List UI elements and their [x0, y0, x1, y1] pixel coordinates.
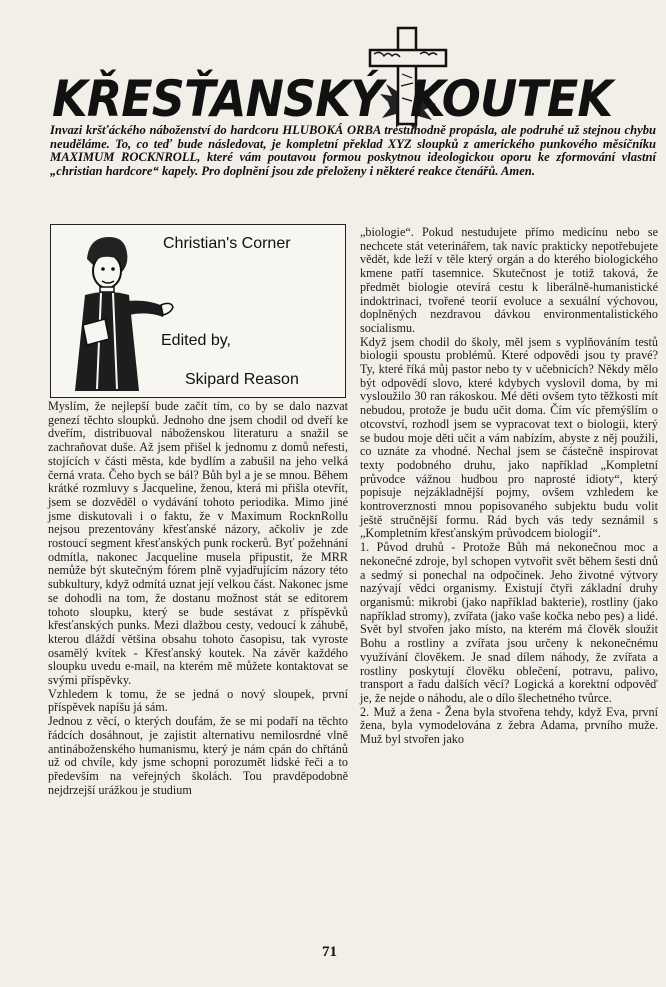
left-column [48, 400, 348, 797]
page-number: 71 [322, 944, 337, 960]
masthead-title-right: KOUTEK [410, 70, 613, 128]
paragraph: 1. Původ druhů - Protože Bůh má nekonečnou moc a nekonečné zdroje, byl schopen vytvořit svět během šesti dnů a sedmý si ponechal na odpočinek. Jeho životné výtvory nazývají vědci organismy. Existují čtyři základní druhy organismů: mikrobi (jako například bakterie), rostliny (jako například stromy), zvířata (jako vaše kočka nebo pes) a lidé. Svět byl stvořen jako místo, na kterém má člověk sloužit Bohu a rostliny a zvířata jsou určeny k nekonečnému využívání člověkem. Je snad dílem náhody, že zvířata a rostliny poskytují člověku oblečení, potravu, palivo, transport a řadu dalších věcí? Logická a korektní odpověď je, že nejde o náhodu, ale o dílo šlechetného tvůrce. [360, 540, 658, 705]
right-column [360, 226, 658, 747]
intro-paragraph: Invazi kršťáckého náboženství do hardcoru HLUBOKÁ ORBA trestuhodně propásla, ale podruhé už stejnou chybu neuděláme. To, co teď bude následovat, je kompletní překlad XYZ sloupků z amerického punkového měsíčníku MAXIMUM ROCKNROLL, které vám poutavou formou poskytnou ideologickou oporu ke zformování vlastní „christian hardcore“ kapely. Pro doplnění jsou zde přeloženy i některé reakce čtenářů. Amen. [50, 123, 656, 178]
masthead [38, 20, 638, 138]
cartoon-editor-name: Skipard Reason [185, 371, 299, 388]
paragraph: Myslím, že nejlepší bude začít tím, co by se dalo nazvat genezí těchto sloupků. Jednoho dne jsem chodil od dveří ke dveřím, distribuoval náboženskou literaturu a snažil se zachraňovat duše. Až jsem přišel k jednomu z domů neřesti, stojících v části města, kde bydlím a zabušil na jeho velká černá vrata. Čeho bych se bál? Bůh byl a je se mnou. Během krátké rozmluvy s Jacqueline, ženou, která mi přišla otevřít, jsem se dozvěděl o vydávání tohoto periodika. Mimo jiné jsme diskutovali i o faktu, že v Maximum RocknRollu nejsou prezentovány křesťanské názory, ačkoliv je zde rostoucí segment křesťanských punk rockerů. Byť požehnání odmítla, nakonec Jacqueline musela připustit, že MRR nemůže být skutečným fórem plně vyjadřujícím názory této subkultury, když odmítá uznat její velkou část. Nakonec jsme se dohodli na tom, že dostanu možnost stát se editorem tohoto sloupku, který se bude sestávat z příspěvků křesťanských punks. Mezi dlažbou cesty, vedoucí k záhubě, kterou dláždí většina obsahu tohoto časopisu, tak vyroste osamělý kvítek - Křesťanský koutek. Na závěr každého sloupku uvedu e-mail, na kterém mě můžete kontaktovat se svými příspěvky. [48, 399, 348, 688]
cartoon-box [50, 224, 346, 398]
paragraph: Vzhledem k tomu, že se jedná o nový sloupek, první příspěvek napíšu já sám. [48, 686, 348, 715]
masthead-title-left: KŘESŤANSKÝ [52, 70, 383, 128]
paragraph: Když jsem chodil do školy, měl jsem s vyplňováním testů biologii spoustu problémů. Které odpovědi jsou ty pravé? Ty, které říká můj pastor nebo ty v učebnicích? Někdy mělo být odpovědí slovo, které kdybych vyslovil doma, by mi vysloužilo 30 ran rákoskou. Mé děti ovšem tyto těžkosti mít nebudou, protože je budu učit doma. Čím víc přemýšlím o otcovství, rozhodl jsem se vypracovat text o biologii, který se budou moje děti učit a vám nabízím, abyste z něj použili, co uznáte za vhodné. Nechal jsem se částečně inspirovat texty podobného druhu, jako například „Kompletní průvodce vážnou hudbou pro naprosté idioty“, který popisuje nejzákladnější pojmy, ovšem vzhledem ke kontroverznosti mnou popisovaného subjektu budu volit ještě stručnější formu. Rád bych vás tedy seznámil s „Kompletním křesťanským průvodcem biologií“. [360, 334, 658, 541]
cartoon-title: Christian's Corner [163, 235, 291, 252]
preacher-illustration [57, 229, 177, 395]
paragraph: „biologie“. Pokud nestudujete přímo medicínu nebo se nechcete stát veterinářem, tak navíc prakticky nepotřebujete vědět, kde leží v těle který orgán a do kterého biologického kmene patří tasemnice. Skutečnost je totiž taková, že předmět biologie otevírá cestu k liberálně-humanistické indoktrinaci, tvořené teorií evoluce a sexuální výchovou, doplněných nezdravou dávkou environmentalistického socialismu. [360, 225, 658, 335]
paragraph: 2. Muž a žena - Žena byla stvořena tehdy, když Eva, první žena, byla vymodelována z žebra Adama, prvního muže. Muž byl stvořen jako [360, 704, 658, 747]
paragraph: Jednou z věcí, o kterých doufám, že se mi podaří na těchto řádcích dosáhnout, je zajistit alternativu nemilosrdné vlně antináboženského humanismu, který je nám cpán do chřtánů už od chvíle, kdy jsme schopni porozumět lidské řeči a to především na veřejných školách. Tou pravděpodobně nejdrzejší urážkou je studium [48, 714, 348, 797]
cartoon-edited-by: Edited by, [161, 332, 231, 349]
